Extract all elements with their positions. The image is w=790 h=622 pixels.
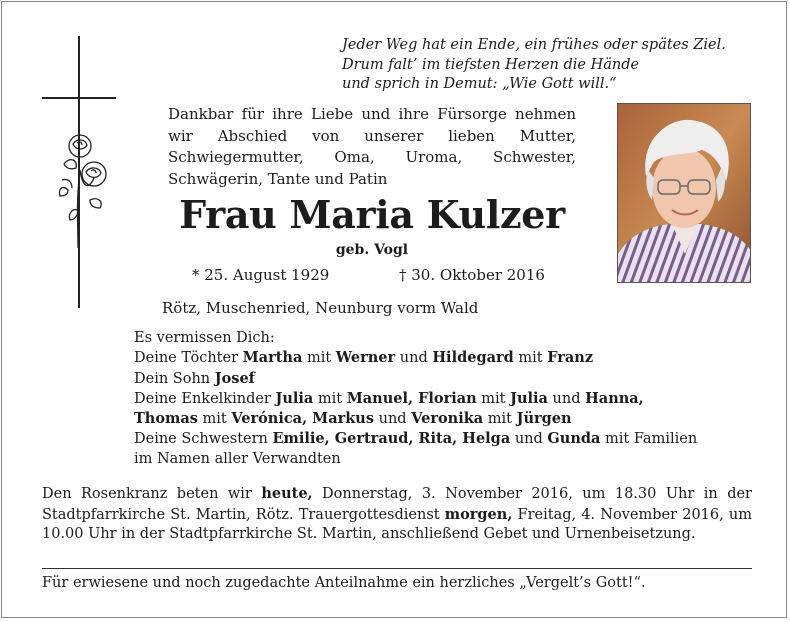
mourner-text: und: [547, 390, 586, 407]
poem-line: und sprich in Demut: „Wie Gott will.“: [342, 76, 617, 92]
birth-date: * 25. August 1929: [192, 266, 330, 284]
mourner-text: und: [374, 411, 412, 428]
mourners-line: [134, 409, 754, 429]
mourner-text: mit: [483, 411, 517, 428]
thanks-text: Für erwiesene und noch zugedachte Anteilnahme ein herzliches „Vergelt’s Gott!“.: [42, 575, 646, 591]
mourner-text: Dein Sohn: [134, 370, 215, 387]
service-text: Freitag, 4. November 2016, um 10.00 Uhr in der Stadtpfarrkirche St. Martin, anschließend Gebet und Urnenbeisetzung.: [42, 506, 752, 542]
mourner-name: Julia: [275, 389, 314, 407]
mourner-name: Franz: [547, 349, 594, 367]
mourner-name: Werner: [335, 349, 396, 367]
mourner-name: Jürgen: [516, 410, 572, 428]
mourner-text: mit Familien: [600, 431, 698, 448]
mourners-line: [134, 429, 754, 449]
mourner-text: und: [395, 350, 433, 367]
service-highlight: morgen,: [444, 505, 513, 523]
service-info: [42, 484, 752, 545]
portrait-photo: [617, 103, 751, 283]
mourner-text: mit: [197, 411, 232, 428]
mourner-text: Deine Töchter: [134, 350, 243, 367]
mourners-line: [134, 348, 754, 368]
mourner-name: Josef: [214, 369, 255, 387]
mourner-text: Deine Enkelkinder: [134, 390, 276, 407]
places: Rötz, Muschenried, Neunburg vorm Wald: [162, 299, 479, 317]
mourner-text: und: [510, 431, 548, 448]
mourner-name: Emilie, Gertraud, Rita, Helga: [272, 430, 511, 448]
portrait-image: [618, 104, 751, 283]
mourners-line: im Namen aller Verwandten: [134, 450, 341, 467]
poem: [342, 36, 762, 95]
mourner-name: Gunda: [547, 430, 601, 448]
mourner-name: Verónica, Markus: [231, 410, 375, 428]
mourner-text: mit: [313, 390, 347, 407]
mourner-text: mit: [476, 390, 511, 407]
deceased-name: Frau Maria Kulzer: [179, 192, 565, 237]
rose-icon: [54, 130, 112, 248]
service-highlight: heute,: [261, 485, 313, 502]
mourners-heading: Es vermissen Dich:: [134, 330, 275, 346]
maiden-name: geb. Vogl: [335, 242, 409, 258]
mourner-name: Manuel, Florian: [346, 389, 477, 407]
mourner-name: Hanna,: [585, 389, 644, 407]
mourner-name: Hildegard: [432, 349, 514, 367]
mourner-name: Julia: [510, 389, 548, 407]
mourner-name: Martha: [242, 349, 303, 367]
mourner-text: mit: [513, 350, 548, 367]
mourners-list: [134, 329, 754, 469]
service-text: Den Rosenkranz beten wir: [42, 486, 262, 502]
mourners-line: [134, 369, 754, 389]
obituary-notice: [1, 1, 787, 618]
service-text: Donnerstag, 3. November 2016, um 18.30 Uhr in der Stadtpfarrkirche St. Martin, Rötz. Trauergottesdienst: [42, 486, 752, 523]
mourners-line: [134, 389, 754, 409]
mourner-text: Deine Schwestern: [134, 431, 273, 448]
mourner-name: Veronika: [411, 410, 484, 428]
poem-line: Drum falt’ im tiefsten Herzen die Hände: [342, 56, 640, 73]
divider: [42, 568, 752, 569]
cross-bar: [42, 97, 116, 99]
intro-text: Dankbar für ihre Liebe und ihre Fürsorge nehmen wir Abschied von unserer lieben Mutter, Schwiegermutter, Oma, Uroma, Schwester, Schwägerin, Tante und Patin: [168, 105, 576, 188]
death-date: † 30. Oktober 2016: [399, 266, 545, 284]
mourner-name: Thomas: [134, 410, 198, 428]
poem-line: Jeder Weg hat ein Ende, ein frühes oder spätes Ziel.: [342, 37, 726, 53]
mourner-text: mit: [302, 350, 336, 367]
